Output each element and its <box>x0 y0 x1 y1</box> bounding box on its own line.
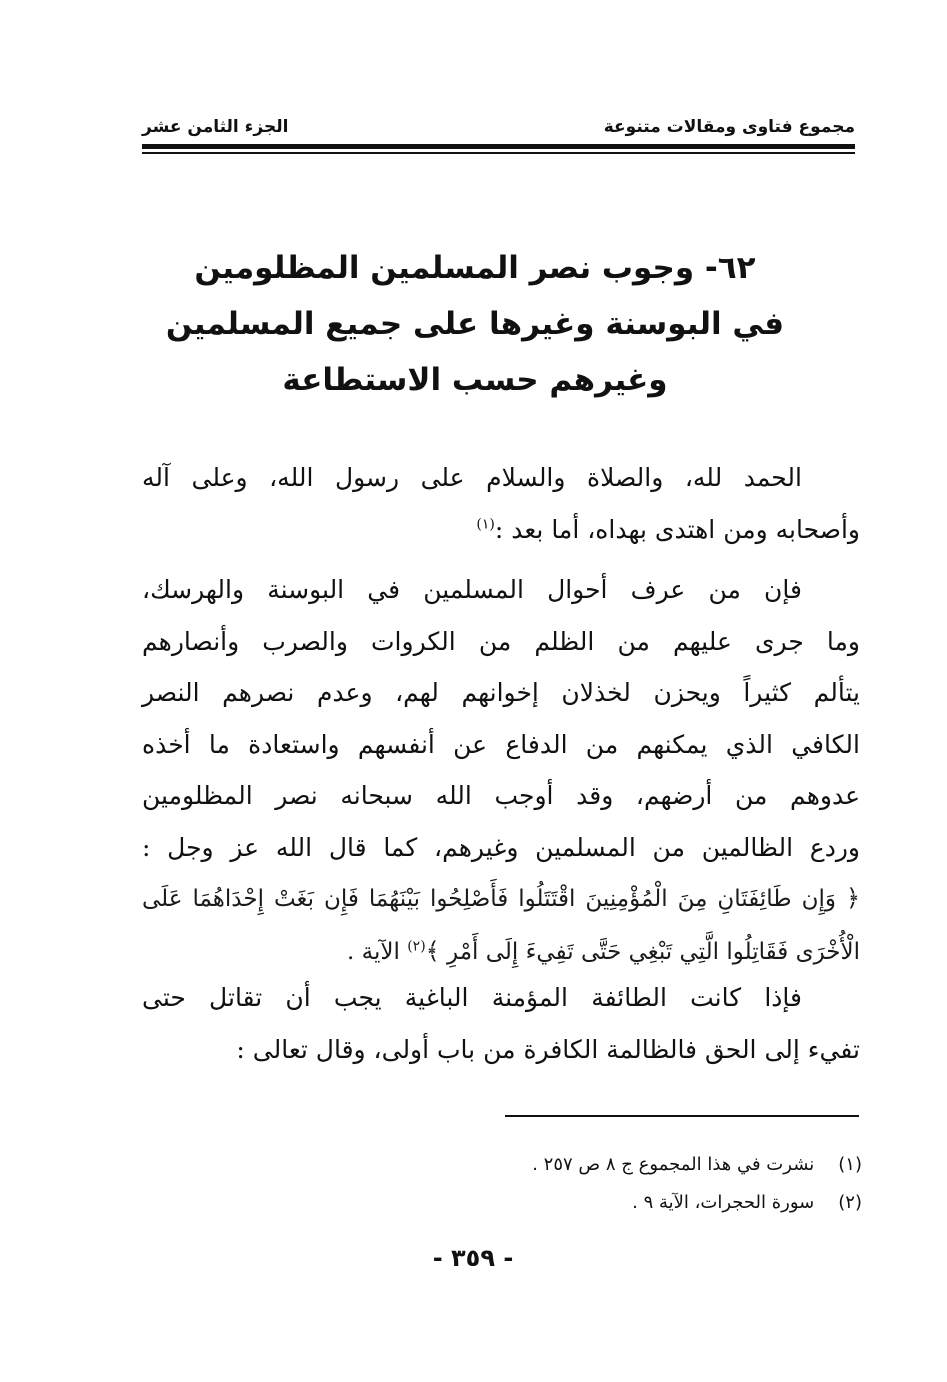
quran-verse-line-1 <box>142 873 860 926</box>
footnote-separator <box>505 1115 859 1117</box>
verse-suffix: الآية . <box>347 938 400 965</box>
quran-open-bracket: ﴿ <box>845 884 860 912</box>
header-rule-thick <box>142 144 855 149</box>
quran-verse-line-2 <box>142 926 860 979</box>
page-number: - ٣٥٩ - <box>432 1244 514 1272</box>
title-line-1: ٦٢- وجوب نصر المسلمين المظلومين <box>194 250 756 286</box>
footnote-ref-1: (١) <box>476 516 495 533</box>
paragraph-line: فإن من عرف أحوال المسلمين في البوسنة والهرسك، <box>142 575 802 604</box>
paragraph-line: عدوهم من أرضهم، وقد أوجب الله سبحانه نصر المظلومين <box>142 781 860 810</box>
paragraph-line <box>142 504 860 556</box>
title-line-2: في البوسنة وغيرها على جميع المسلمين <box>165 306 785 342</box>
paragraph-line: فإذا كانت الطائفة المؤمنة الباغية يجب أن تقاتل حتى <box>142 983 802 1012</box>
paragraph-line: وردع الظالمين من المسلمين وغيرهم، كما قال الله عز وجل : <box>142 832 860 862</box>
paragraph-line: يتألم كثيراً ويحزن لخذلان إخوانهم لهم، وعدم نصرهم النصر <box>142 678 860 707</box>
footnote-2 <box>300 1184 862 1222</box>
footnote-text: سورة الحجرات، الآية ٩ . <box>632 1192 815 1213</box>
header-rule-thin <box>142 152 855 154</box>
footnotes <box>300 1146 862 1222</box>
footnote-number: (١) <box>838 1154 862 1175</box>
paragraph-2 <box>142 564 860 978</box>
volume-label: الجزء الثامن عشر <box>142 117 289 137</box>
paragraph-line: تفيء إلى الحق فالظالمة الكافرة من باب أولى، وقال تعالى : <box>236 1034 860 1064</box>
paragraph-3 <box>142 972 860 1075</box>
paragraph-line: وما جرى عليهم من الظلم من الكروات والصرب وأنصارهم <box>142 626 860 656</box>
paragraph-1 <box>142 452 860 555</box>
book-title: مجموع فتاوى ومقالات متنوعة <box>603 117 855 137</box>
footnote-1 <box>300 1146 862 1184</box>
quran-text-2: الْأُخْرَى فَقَاتِلُوا الَّتِي تَبْغِي حَتَّى تَفِيءَ إِلَى أَمْرِ <box>447 938 860 965</box>
footnote-ref-2: (٢) <box>407 937 426 954</box>
title-line-3: وغيرهم حسب الاستطاعة <box>282 362 668 398</box>
paragraph-line: الكافي الذي يمكنهم من الدفاع عن أنفسهم واستعادة ما أخذه <box>142 729 860 759</box>
running-header <box>142 112 855 142</box>
paragraph-line-text: وأصحابه ومن اهتدى بهداه، أما بعد : <box>494 514 860 544</box>
paragraph-line: الحمد لله، والصلاة والسلام على رسول الله، وعلى آله <box>142 463 802 492</box>
quran-close-bracket: ﴾ <box>425 936 440 965</box>
footnote-text: نشرت في هذا المجموع ج ٨ ص ٢٥٧ . <box>532 1154 815 1175</box>
footnote-number: (٢) <box>838 1192 862 1213</box>
article-title <box>150 240 800 408</box>
quran-text-1: وَإِن طَائِفَتَانِ مِنَ الْمُؤْمِنِينَ اقْتَتَلُوا فَأَصْلِحُوا بَيْنَهُمَا فَإِن بَغَتْ إِحْدَاهُمَا عَلَى <box>142 886 836 912</box>
